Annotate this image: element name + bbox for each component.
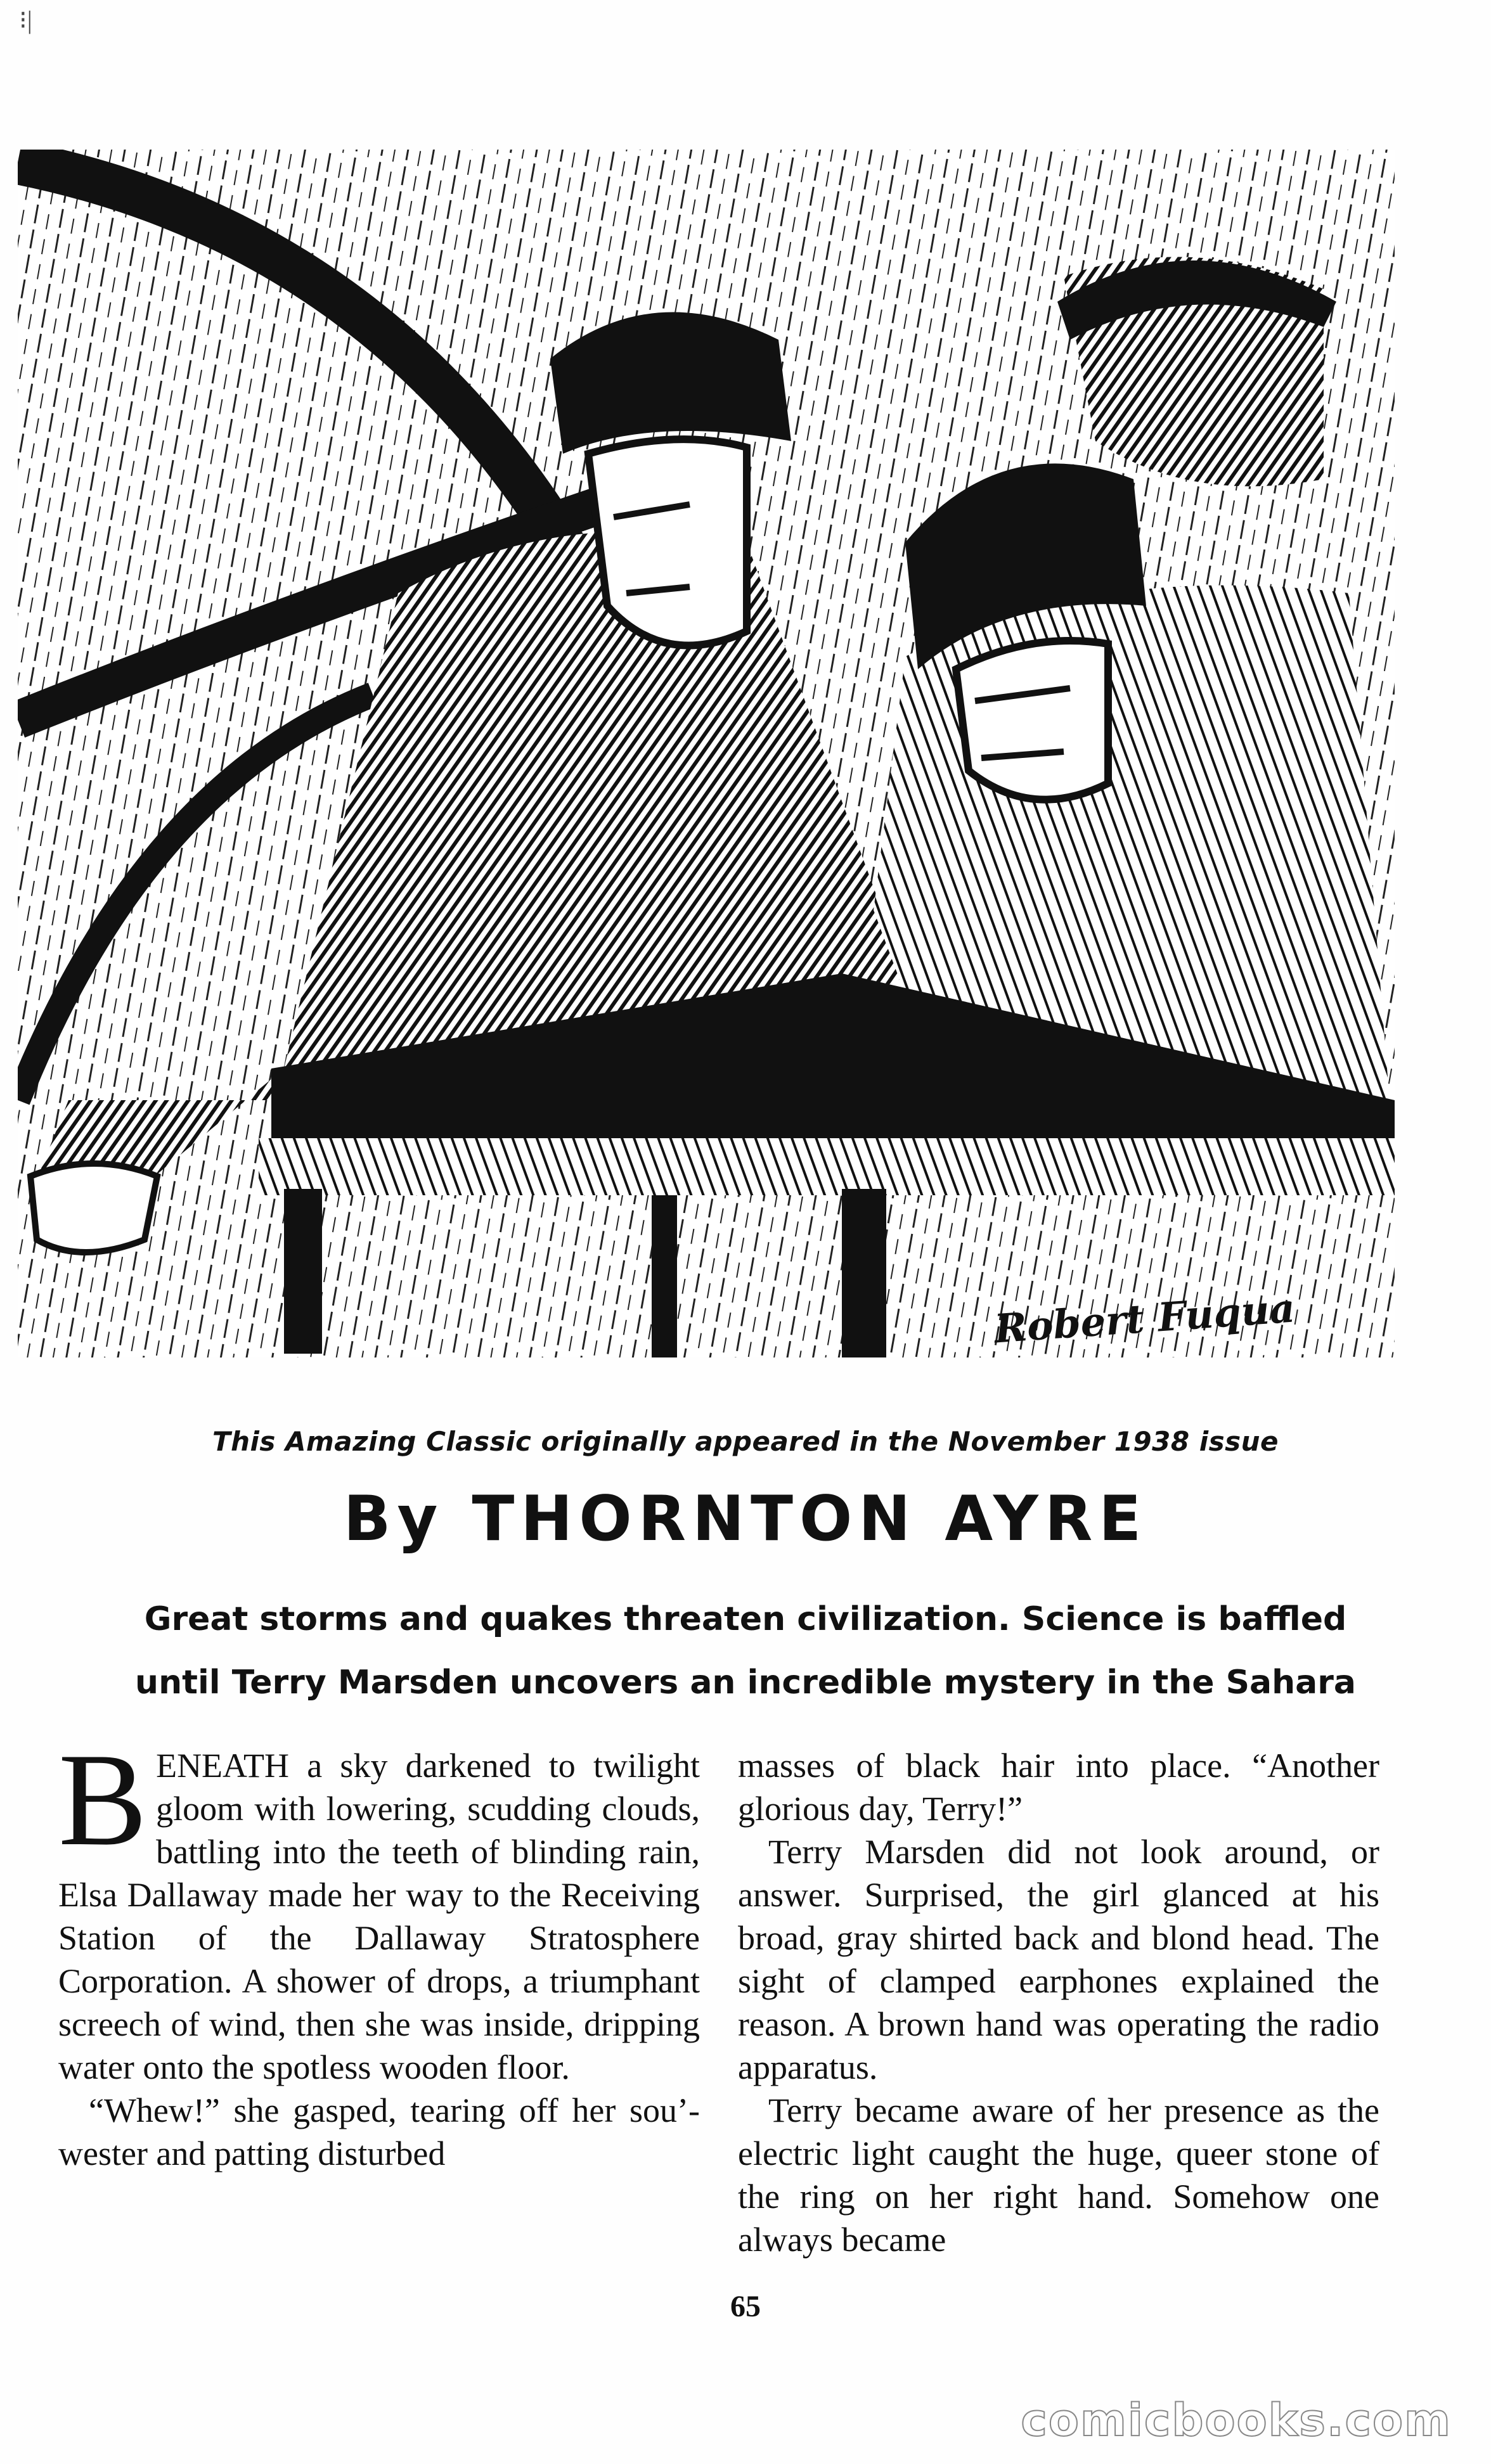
story-paragraph: [58, 1726, 700, 2089]
blurb-line-1: Great storms and quakes threaten civilization. Science is baffled: [144, 1600, 1347, 1638]
reprint-caption: This Amazing Classic originally appeared in the November 1938 issue: [212, 1426, 1279, 1457]
page-number: 65: [730, 2290, 761, 2323]
illustration-drawing: [18, 150, 1395, 1357]
story-illustration: [18, 150, 1395, 1357]
illustrator-signature: Robert Fuqua: [993, 1285, 1297, 1352]
story-paragraph: Terry Marsden did not look around, or answer. Surprised, the girl glanced at his broad, gray shirted back and blond head. The sight of clamped earphones explained the reason. A brown hand was operating the radio apparatus.: [738, 1833, 1379, 2086]
watermark-logo: comicbooks.com: [1021, 2394, 1452, 2446]
story-column-right: [738, 1744, 1379, 2261]
story-paragraph: “Whew!” she gasped, tearing off her sou’-wester and patting disturbed: [58, 2091, 700, 2172]
story-column-left: [58, 1726, 700, 2175]
drop-cap: B: [58, 1726, 148, 1873]
story-paragraph: masses of black hair into place. “Another glorious day, Terry!”: [738, 1747, 1379, 1828]
story-paragraph-text: ENEATH a sky darkened to twilight gloom with lowering, scudding clouds, battling into the teeth of blinding rain, Elsa Dallaway made her way to the Receiving Station of the Dallaway Stratosphere Corporation. A shower of drops, a triumphant screech of wind, then she was inside, dripping water onto the spotless wooden floor.: [58, 1747, 700, 2086]
story-blurb: [89, 1588, 1402, 1714]
margin-mark: ⁝|: [19, 6, 32, 34]
story-paragraph: Terry became aware of her presence as the electric light caught the huge, queer stone of the ring on her right hand. Somehow one always became: [738, 2091, 1379, 2259]
author-byline: By THORNTON AYRE: [343, 1483, 1148, 1555]
blurb-line-2: until Terry Marsden uncovers an incredible mystery in the Sahara: [135, 1664, 1356, 1702]
